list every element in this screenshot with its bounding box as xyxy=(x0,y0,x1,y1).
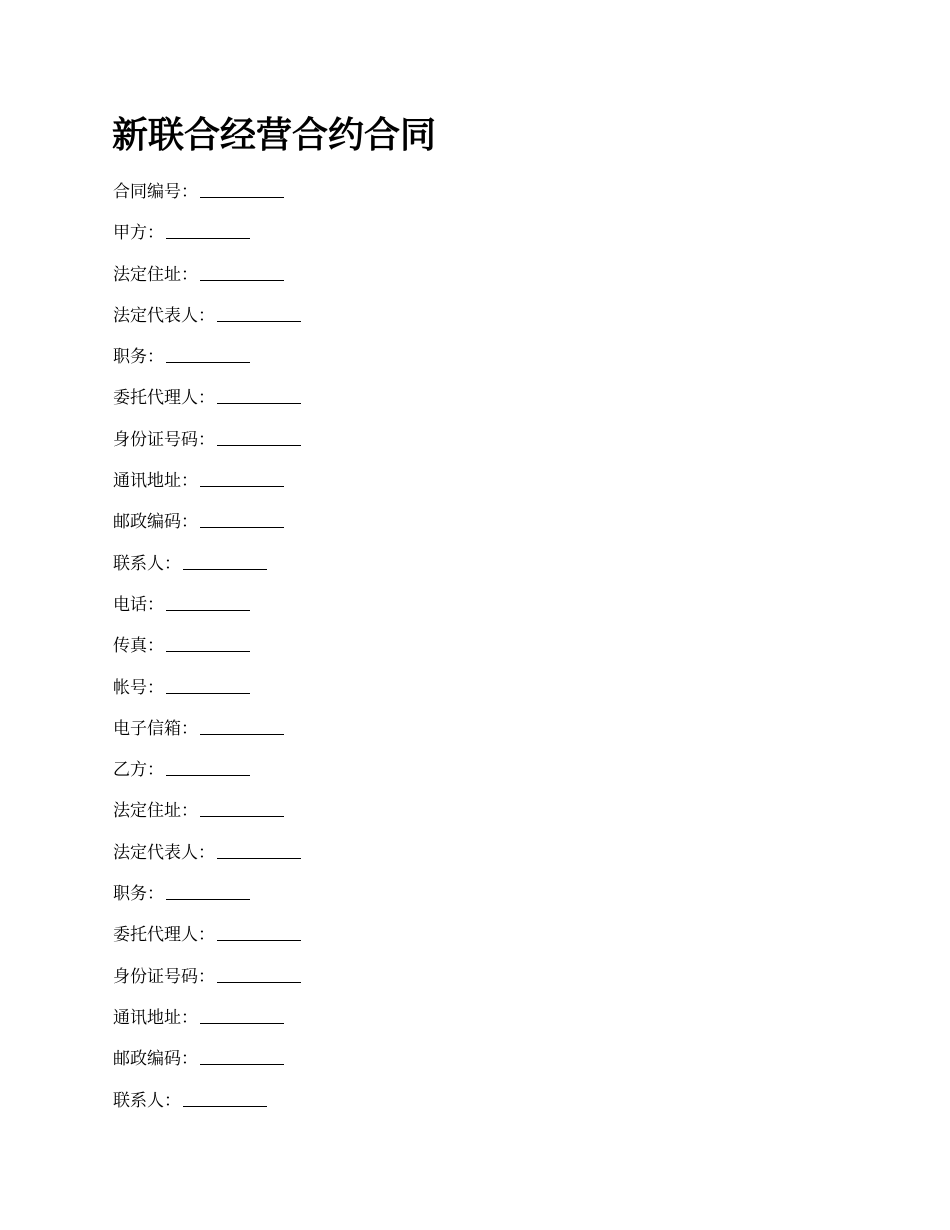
field-label: 联系人： xyxy=(113,1090,181,1111)
field-label: 通讯地址： xyxy=(113,1007,198,1028)
field-label: 法定代表人： xyxy=(113,305,215,326)
field-label: 法定住址： xyxy=(113,264,198,285)
contract-field-row xyxy=(113,963,301,1004)
field-fill-blank xyxy=(200,715,284,735)
field-fill-blank xyxy=(200,178,284,198)
field-label: 传真： xyxy=(113,636,164,657)
contract-field-row xyxy=(113,880,301,921)
field-label: 邮政编码： xyxy=(113,512,198,533)
contract-field-row xyxy=(113,839,301,880)
contract-field-row xyxy=(113,921,301,962)
contract-field-row xyxy=(113,674,301,715)
field-label: 电话： xyxy=(113,594,164,615)
contract-field-row xyxy=(113,591,301,632)
contract-field-row xyxy=(113,550,301,591)
contract-field-row xyxy=(113,756,301,797)
contract-field-row xyxy=(113,1004,301,1045)
field-label: 法定住址： xyxy=(113,801,198,822)
field-fill-blank xyxy=(217,839,301,859)
contract-field-row xyxy=(113,632,301,673)
contract-field-row xyxy=(113,219,301,260)
field-fill-blank xyxy=(183,550,267,570)
field-label: 乙方： xyxy=(113,760,164,781)
field-label: 甲方： xyxy=(113,223,164,244)
field-fill-blank xyxy=(166,756,250,776)
field-label: 身份证号码： xyxy=(113,429,215,450)
field-fill-blank xyxy=(217,426,301,446)
field-label: 帐号： xyxy=(113,677,164,698)
field-fill-blank xyxy=(200,261,284,281)
field-fill-blank xyxy=(200,1004,284,1024)
contract-field-row xyxy=(113,715,301,756)
field-label: 委托代理人： xyxy=(113,388,215,409)
field-fill-blank xyxy=(217,384,301,404)
contract-field-row xyxy=(113,508,301,549)
field-label: 联系人： xyxy=(113,553,181,574)
field-label: 邮政编码： xyxy=(113,1049,198,1070)
field-fill-blank xyxy=(166,632,250,652)
contract-field-row xyxy=(113,302,301,343)
field-label: 职务： xyxy=(113,884,164,905)
field-fill-blank xyxy=(166,674,250,694)
document-title: 新联合经营合约合同 xyxy=(112,115,437,156)
field-label: 职务： xyxy=(113,347,164,368)
field-fill-blank xyxy=(200,797,284,817)
field-fill-blank xyxy=(217,302,301,322)
field-fill-blank xyxy=(217,963,301,983)
field-label: 法定代表人： xyxy=(113,842,215,863)
field-label: 委托代理人： xyxy=(113,925,215,946)
contract-field-row xyxy=(113,261,301,302)
contract-field-list xyxy=(113,178,301,1128)
contract-field-row xyxy=(113,426,301,467)
field-fill-blank xyxy=(200,508,284,528)
field-fill-blank xyxy=(166,880,250,900)
field-fill-blank xyxy=(200,1045,284,1065)
field-label: 电子信箱： xyxy=(113,718,198,739)
contract-field-row xyxy=(113,1045,301,1086)
field-fill-blank xyxy=(166,591,250,611)
contract-field-row xyxy=(113,467,301,508)
contract-field-row xyxy=(113,384,301,425)
field-label: 通讯地址： xyxy=(113,471,198,492)
field-label: 身份证号码： xyxy=(113,966,215,987)
field-fill-blank xyxy=(166,219,250,239)
field-fill-blank xyxy=(200,467,284,487)
field-fill-blank xyxy=(166,343,250,363)
contract-field-row xyxy=(113,343,301,384)
contract-field-row xyxy=(113,797,301,838)
field-fill-blank xyxy=(183,1087,267,1107)
field-label: 合同编号： xyxy=(113,182,198,202)
contract-field-row xyxy=(113,1087,301,1128)
field-fill-blank xyxy=(217,921,301,941)
contract-field-row xyxy=(113,178,301,219)
